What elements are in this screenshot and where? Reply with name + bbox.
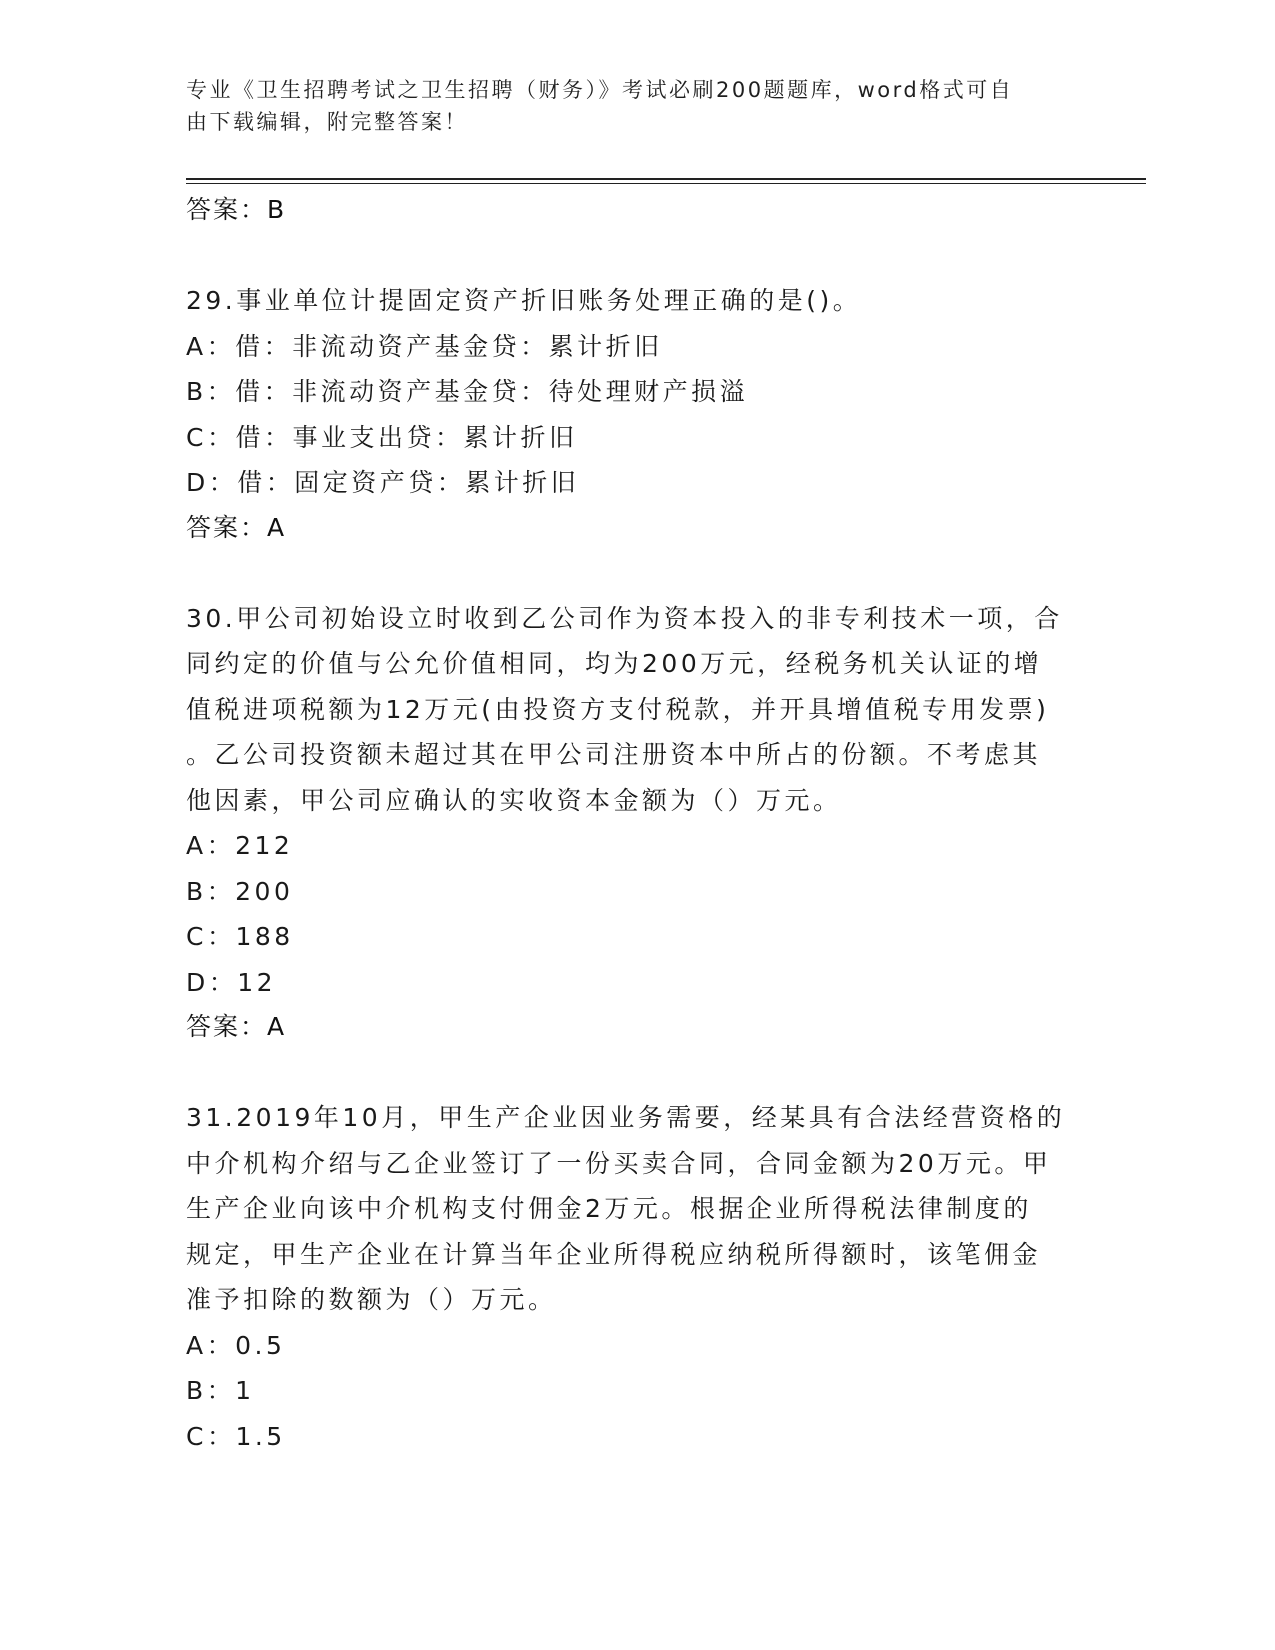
question-stem-line: 30.甲公司初始设立时收到乙公司作为资本投入的非专利技术一项，合 — [186, 603, 1063, 633]
question-stem-line: 中介机构介绍与乙企业签订了一份买卖合同，合同金额为20万元。甲 — [186, 1148, 1052, 1178]
question-stem-line: 规定，甲生产企业在计算当年企业所得税应纳税所得额时，该笔佣金 — [186, 1239, 1042, 1269]
question-stem-line: 他因素，甲公司应确认的实收资本金额为（）万元。 — [186, 785, 842, 815]
option-a: A：0.5 — [186, 1330, 286, 1360]
option-c: C：188 — [186, 922, 294, 951]
question-stem — [186, 278, 1086, 324]
question-stem — [186, 596, 1086, 824]
answer-label: 答案：A — [186, 512, 287, 542]
answer-label: 答案：A — [186, 1012, 287, 1041]
question-stem-line: 同约定的价值与公允价值相同，均为200万元，经税务机关认证的增 — [186, 649, 1043, 678]
answer-label: 答案：B — [186, 195, 287, 224]
option-a: A：212 — [186, 831, 294, 860]
question-stem-line: 值税进项税额为12万元(由投资方支付税款，并开具增值税专用发票) — [186, 694, 1050, 724]
header-divider-thin — [186, 183, 1146, 184]
question-stem-line: 。乙公司投资额未超过其在甲公司注册资本中所占的份额。不考虑其 — [186, 740, 1042, 769]
option-c: C：借：事业支出贷：累计折旧 — [186, 422, 578, 452]
header-divider-thick — [186, 178, 1146, 180]
option-b: B：200 — [186, 876, 294, 906]
spacer — [186, 232, 1086, 278]
option-b: B：1 — [186, 1376, 255, 1405]
question-stem — [186, 1095, 1086, 1323]
spacer — [186, 550, 1086, 596]
question-block — [186, 278, 1086, 550]
question-content — [186, 188, 1086, 1459]
option-c: C：1.5 — [186, 1421, 286, 1451]
spacer — [186, 1049, 1086, 1095]
question-block — [186, 1095, 1086, 1459]
question-stem-line: 准予扣除的数额为（）万元。 — [186, 1285, 557, 1314]
option-a: A：借：非流动资产基金贷：累计折旧 — [186, 331, 663, 361]
header-title-line-2: 由下载编辑，附完整答案！ — [186, 110, 468, 134]
option-d: D：借：固定资产贷：累计折旧 — [186, 468, 580, 497]
question-block — [186, 596, 1086, 1050]
header-title-line-1: 专业《卫生招聘考试之卫生招聘（财务）》考试必刷200题题库，word格式可自 — [186, 78, 1014, 102]
option-b: B：借：非流动资产基金贷：待处理财产损溢 — [186, 377, 749, 406]
question-stem-line: 生产企业向该中介机构支付佣金2万元。根据企业所得税法律制度的 — [186, 1194, 1032, 1223]
question-stem-line: 31.2019年10月，甲生产企业因业务需要，经某具有合法经营资格的 — [186, 1103, 1066, 1132]
option-d: D：12 — [186, 967, 277, 997]
question-stem-line: 29.事业单位计提固定资产折旧账务处理正确的是()。 — [186, 286, 862, 315]
document-header — [186, 74, 1066, 138]
